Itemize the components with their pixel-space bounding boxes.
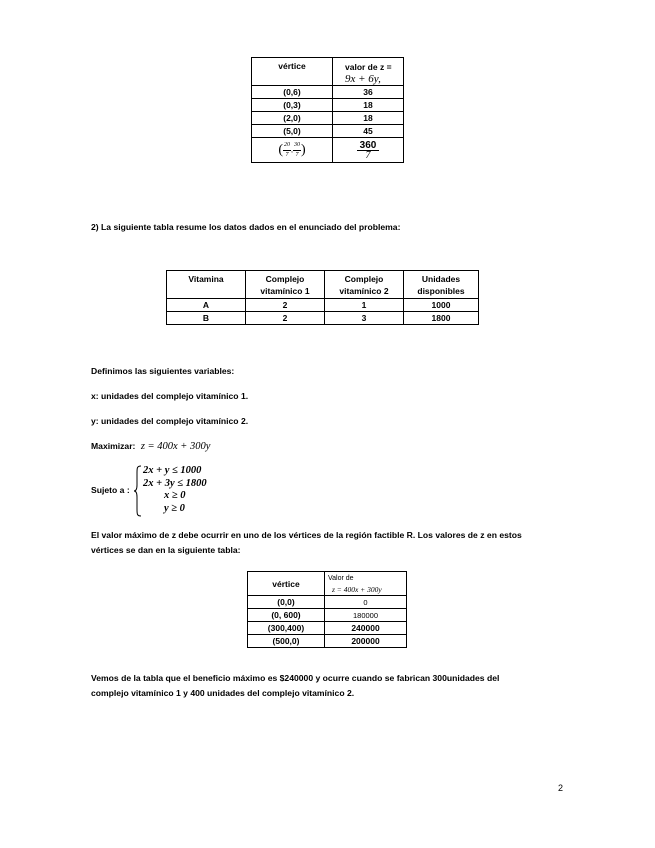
t1-vertex-cell: (2,0) (252, 112, 333, 125)
paragraph-line-2: vértices se dan en la siguiente tabla: (91, 545, 241, 555)
t2-header-unidades: Unidades disponibles (404, 271, 479, 299)
table-row (252, 112, 404, 125)
t3-value-cell: 200000 (325, 635, 407, 648)
paragraph-line-1: El valor máximo de z debe ocurrir en uno de los vértices de la región factible R. Los valores de z en estos (91, 530, 522, 540)
t2-cell: A (167, 299, 246, 312)
variable-x-text: x: unidades del complejo vitamínico 1. (91, 391, 249, 401)
t1-frac-y-num: 30 (293, 141, 301, 151)
objective-function: z = 400x + 300y (140, 441, 211, 452)
constraints-block (143, 465, 207, 515)
define-variables-text: Definimos las siguientes variables: (91, 366, 235, 376)
t2-cell: 2 (246, 312, 325, 325)
t1-frac-y-den: 7 (295, 151, 299, 158)
t2-header-complejo1: Complejo vitamínico 1 (246, 271, 325, 299)
page-number: 2 (558, 783, 564, 793)
t3-value-cell: 0 (325, 596, 407, 609)
t1-value-fraction-cell (333, 138, 404, 163)
t3-vertex-cell: (0,0) (248, 596, 325, 609)
section2-intro: 2) La siguiente tabla resume los datos dados en el enunciado del problema: (91, 222, 401, 232)
table-row (252, 99, 404, 112)
t1-value-cell: 45 (333, 125, 404, 138)
table-row (252, 125, 404, 138)
t3-vertex-cell: (300,400) (248, 622, 325, 635)
t3-header-value-line1: Valor de (328, 575, 354, 582)
t2-cell: 1800 (404, 312, 479, 325)
t3-value-cell: 240000 (325, 622, 407, 635)
t3-vertex-cell: (500,0) (248, 635, 325, 648)
subject-to-label: Sujeto a : (91, 485, 130, 495)
t3-value-cell: 180000 (325, 609, 407, 622)
t3-header-value-line2: z = 400x + 300y (332, 585, 382, 594)
t1-frac-value-num: 360 (357, 141, 380, 151)
variable-y-text: y: unidades del complejo vitamínico 2. (91, 416, 249, 426)
constraint-2: 2x + 3y ≤ 1800 (143, 477, 207, 489)
left-brace-icon (133, 465, 143, 517)
t1-header-value-line1: valor de z = (345, 62, 392, 72)
t2-cell: 1 (325, 299, 404, 312)
conclusion-line-2: complejo vitamínico 1 y 400 unidades del complejo vitamínico 2. (91, 688, 355, 698)
table-row (167, 312, 479, 325)
table-row (248, 635, 407, 648)
maximize-label: Maximizar: (91, 441, 136, 451)
t2-header-complejo2: Complejo vitamínico 2 (325, 271, 404, 299)
t1-frac-x-den: 7 (285, 151, 289, 158)
t2-cell: 1000 (404, 299, 479, 312)
table-row (248, 622, 407, 635)
t1-value-cell: 18 (333, 99, 404, 112)
table-row (248, 609, 407, 622)
t1-value-cell: 36 (333, 86, 404, 99)
t1-header-value (333, 58, 404, 86)
constraint-3: x ≥ 0 (164, 490, 186, 501)
vitamin-data-table (166, 270, 479, 325)
table-row (252, 138, 404, 163)
t1-header-vertex: vértice (252, 58, 333, 86)
t1-frac-x-num: 20 (283, 141, 291, 151)
t2-header-vitamina: Vitamina (167, 271, 246, 299)
t2-cell: B (167, 312, 246, 325)
t1-header-value-line2: 9x + 6y, (345, 73, 381, 85)
constraint-1: 2x + y ≤ 1000 (143, 465, 202, 476)
maximize-line (91, 441, 210, 452)
t3-header-vertex: vértice (248, 572, 325, 596)
table-row (252, 86, 404, 99)
t3-header-value (325, 572, 407, 596)
table-row (248, 596, 407, 609)
t2-cell: 3 (325, 312, 404, 325)
t2-cell: 2 (246, 299, 325, 312)
table-row (167, 299, 479, 312)
t1-value-cell: 18 (333, 112, 404, 125)
vertex-table-1 (251, 57, 404, 163)
t3-vertex-cell: (0, 600) (248, 609, 325, 622)
conclusion-line-1: Vemos de la tabla que el beneficio máximo es $240000 y ocurre cuando se fabrican 300unidades del (91, 673, 500, 683)
t1-vertex-cell: (5,0) (252, 125, 333, 138)
t1-vertex-fraction-cell: ( $\frac{20}{7}$ , $\frac{30}{7}$ ) (252, 138, 333, 163)
t1-vertex-cell: (0,3) (252, 99, 333, 112)
vertex-table-2 (247, 571, 407, 648)
t1-vertex-cell: (0,6) (252, 86, 333, 99)
t1-frac-value-den: 7 (365, 149, 371, 161)
constraint-4: y ≥ 0 (164, 502, 185, 514)
